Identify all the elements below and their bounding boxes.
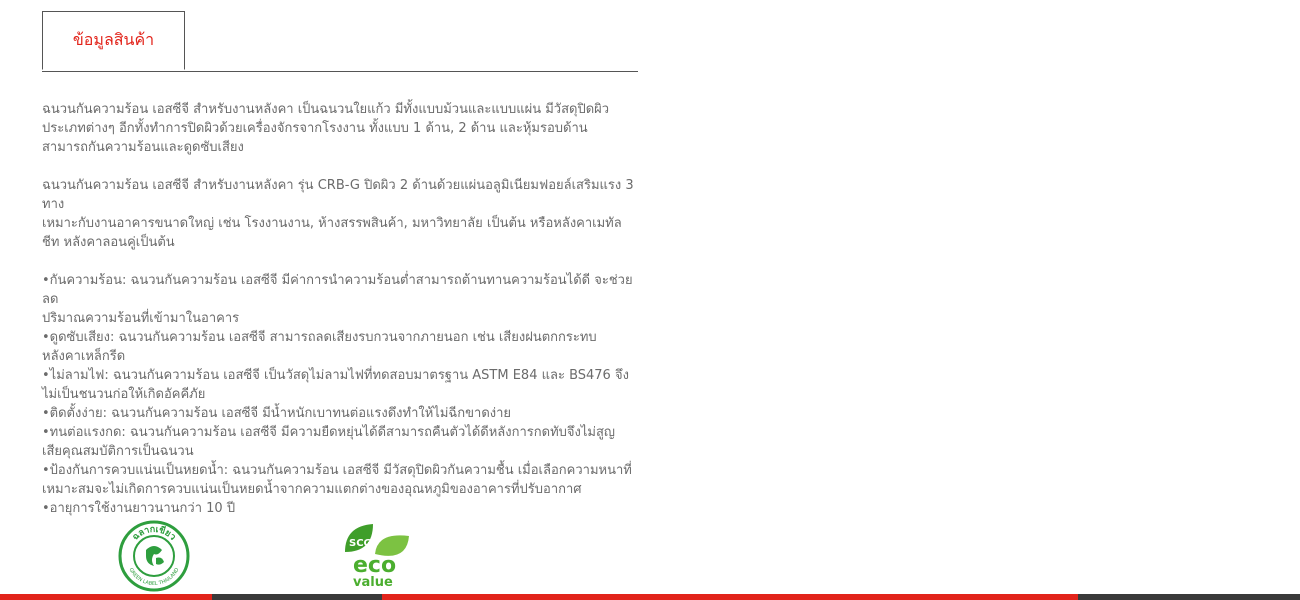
feature-list bbox=[42, 271, 642, 518]
footer-segment bbox=[382, 594, 1078, 600]
green-label-bottom-text: GREEN LABEL THAILAND bbox=[127, 567, 181, 588]
text-line: ประเภทต่างๆ อีกทั้งทำการปิดผิวด้วยเครื่องจักรจากโรงงาน ทั้งแบบ 1 ด้าน, 2 ด้าน และหุ้มรอบด้าน bbox=[42, 121, 588, 136]
green-label-top-text: ฉลากเขียว bbox=[130, 524, 178, 543]
feature-line: หลังคาเหล็กรีด bbox=[42, 349, 126, 364]
footer-segment bbox=[1078, 594, 1300, 600]
scg-eco-value-logo bbox=[343, 522, 411, 588]
feature-line: •อายุการใช้งานยาวนานกว่า 10 ปี bbox=[42, 501, 236, 516]
footer-segment bbox=[212, 594, 382, 600]
feature-line: ปริมาณความร้อนที่เข้ามาในอาคาร bbox=[42, 311, 240, 326]
product-description bbox=[42, 100, 642, 518]
tab-bar bbox=[42, 11, 638, 72]
tab-product-info[interactable]: ข้อมูลสินค้า bbox=[42, 11, 185, 70]
feature-line: •ทนต่อแรงกด: ฉนวนกันความร้อน เอสซีจี มีความยืดหยุ่นได้ดีสามารถคืนตัวได้ดีหลังการกดทับจึงไม่สูญ bbox=[42, 425, 615, 440]
feature-line: •ดูดซับเสียง: ฉนวนกันความร้อน เอสซีจี สามารถลดเสียงรบกวนจากภายนอก เช่น เสียงฝนตกกระทบ bbox=[42, 330, 597, 345]
scg-text: SCG bbox=[349, 538, 372, 549]
footer-color-bar bbox=[0, 594, 1300, 600]
footer-segment bbox=[0, 594, 212, 600]
eco-text: eco bbox=[353, 553, 397, 578]
description-paragraph-2 bbox=[42, 176, 642, 252]
green-label-icon bbox=[118, 520, 190, 592]
feature-line: •ป้องกันการควบแน่นเป็นหยดน้ำ: ฉนวนกันความร้อน เอสซีจี มีวัสดุปิดผิวกันความชื้น เมื่อเลือกความหนาที่ bbox=[42, 463, 632, 478]
text-line: ฉนวนกันความร้อน เอสซีจี สำหรับงานหลังคา รุ่น CRB-G ปิดผิว 2 ด้านด้วยแผ่นอลูมิเนียมฟอยล์เสริมแรง 3 bbox=[42, 178, 634, 193]
feature-line: •กันความร้อน: ฉนวนกันความร้อน เอสซีจี มีค่าการนำความร้อนต่ำสามารถต้านทานความร้อนได้ดี จะช่วยลด bbox=[42, 273, 633, 307]
text-line: ชีท หลังคาลอนคู่เป็นต้น bbox=[42, 235, 175, 250]
feature-line: ไม่เป็นชนวนก่อให้เกิดอัคคีภัย bbox=[42, 387, 206, 402]
text-line: ทาง bbox=[42, 197, 65, 212]
feature-line: •ติดตั้งง่าย: ฉนวนกันความร้อน เอสซีจี มีน้ำหนักเบาทนต่อแรงดึงทำให้ไม่ฉีกขาดง่าย bbox=[42, 406, 512, 421]
description-paragraph-1 bbox=[42, 100, 642, 157]
text-line: เหมาะกับงานอาคารขนาดใหญ่ เช่น โรงงานงาน, ห้างสรรพสินค้า, มหาวิทยาลัย เป็นต้น หรือหลังคาเมทัล bbox=[42, 216, 622, 231]
text-line: ฉนวนกันความร้อน เอสซีจี สำหรับงานหลังคา เป็นฉนวนใยแก้ว มีทั้งแบบม้วนและแบบแผ่น มีวัสดุปิดผิว bbox=[42, 102, 610, 117]
text-line: สามารถกันความร้อนและดูดซับเสียง bbox=[42, 140, 244, 155]
value-text: value bbox=[353, 575, 393, 588]
feature-line: เสียคุณสมบัติการเป็นฉนวน bbox=[42, 444, 194, 459]
scg-eco-leaf-icon bbox=[343, 522, 411, 588]
feature-line: •ไม่ลามไฟ: ฉนวนกันความร้อน เอสซีจี เป็นวัสดุไม่ลามไฟที่ทดสอบมาตรฐาน ASTM E84 และ BS476 จึง bbox=[42, 368, 629, 383]
green-label-logo bbox=[118, 520, 190, 592]
feature-line: เหมาะสมจะไม่เกิดการควบแน่นเป็นหยดน้ำจากความแตกต่างของอุณหภูมิของอาคารที่ปรับอากาศ bbox=[42, 482, 582, 497]
